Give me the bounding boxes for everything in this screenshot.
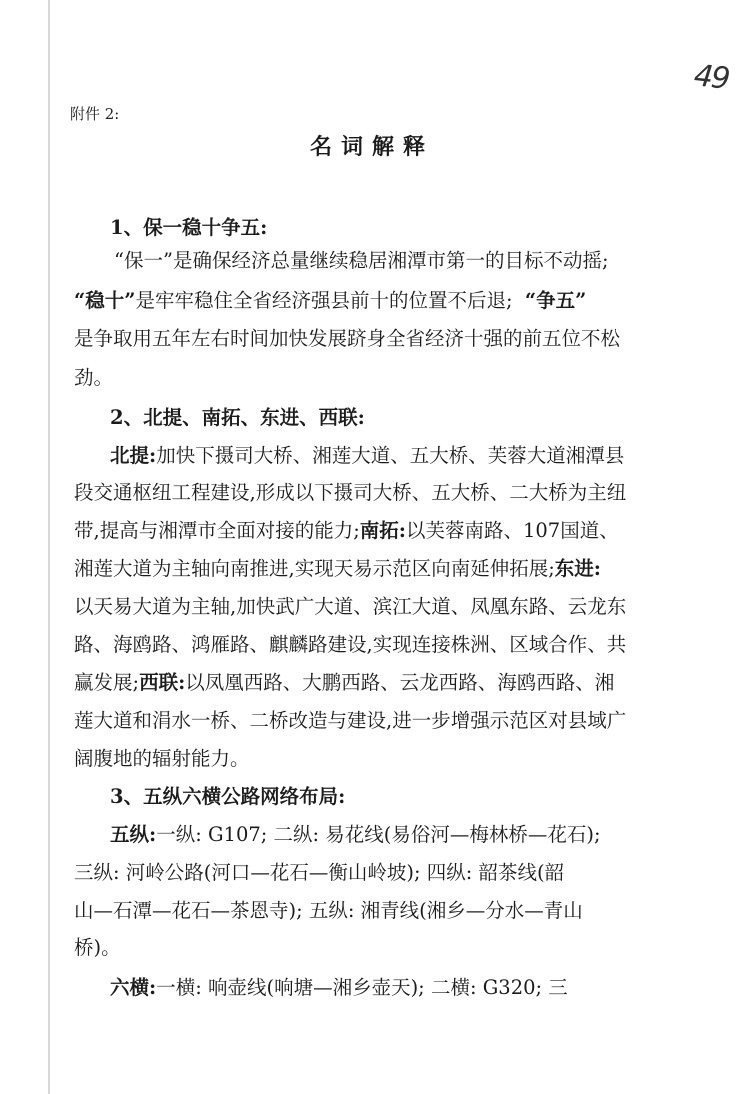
term-zheng-wu: “争五”: [524, 289, 587, 312]
paragraph-line: [74, 515, 619, 543]
handwritten-page-number: 49: [692, 58, 730, 97]
paragraph-text: 以芙蓉南路、107国道、: [405, 519, 619, 542]
term-nan-tuo: 南拓:: [359, 519, 406, 542]
paragraph-text: 一纵: G107; 二纵: 易花线(易俗河—梅林桥—花石);: [156, 823, 601, 846]
paragraph-text: 湘莲大道为主轴向南推进,实现天易示范区向南延伸拓展;: [74, 557, 555, 580]
section-1-heading: 1、保一稳十争五:: [110, 216, 268, 239]
term-dong-jin: 东进:: [554, 557, 601, 580]
paragraph-text: 赢发展;: [74, 671, 140, 694]
paragraph-text: 加快下摄司大桥、湘莲大道、五大桥、芙蓉大道湘潭县: [156, 444, 625, 467]
paragraph-line: 劲。: [74, 366, 114, 389]
paragraph-line: [74, 285, 586, 313]
paragraph-line: 是争取用五年左右时间加快发展跻身全省经济十强的前五位不松: [74, 327, 621, 350]
attachment-label: 附件 2:: [70, 105, 120, 123]
paragraph-text: 以凤凰西路、大鹏西路、云龙西路、海鸥西路、湘: [185, 671, 615, 694]
paragraph-line: 阔腹地的辐射能力。: [74, 747, 250, 770]
paragraph-line: 三纵: 河岭公路(河口—花石—衡山岭坡); 四纵: 韶茶线(韶: [74, 861, 565, 884]
paragraph-line: 路、海鸥路、鸿雁路、麒麟路建设,实现连接株洲、区域合作、共: [74, 633, 627, 656]
paragraph-line: [74, 553, 601, 581]
paragraph-text: 是牢牢稳住全省经济强县前十的位置不后退;: [135, 289, 513, 312]
paragraph-line: 莲大道和涓水一桥、二桥改造与建设,进一步增强示范区对县域广: [74, 709, 627, 732]
paragraph-line: [110, 972, 568, 1000]
paragraph-text: 一横: 响壶线(响塘—湘乡壶天); 二横: G320; 三: [156, 976, 568, 999]
paragraph-line: “保一”是确保经济总量继续稳居湘潭市第一的目标不动摇;: [114, 249, 609, 272]
section-2-heading: 2、北提、南拓、东进、西联:: [110, 406, 365, 429]
paragraph-text: 带,提高与湘潭市全面对接的能力;: [74, 519, 360, 542]
paragraph-line: 以天易大道为主轴,加快武广大道、滨江大道、凤凰东路、云龙东: [74, 595, 627, 618]
document-title: 名词解释: [309, 134, 434, 160]
paragraph-line: 段交通枢纽工程建设,形成以下摄司大桥、五大桥、二大桥为主纽: [74, 481, 627, 504]
paragraph-line: 桥)。: [74, 936, 121, 959]
document-page: [52, 0, 744, 1094]
paragraph-line: [74, 667, 614, 695]
paragraph-line: 山—石潭—花石—茶恩寺); 五纵: 湘青线(湘乡—分水—青山: [74, 899, 583, 922]
section-3-heading: 3、五纵六横公路网络布局:: [110, 785, 346, 808]
term-xi-lian: 西联:: [139, 671, 186, 694]
term-wen-shi: “稳十”: [74, 289, 136, 312]
page-edge-shadow: [48, 0, 50, 1094]
term-wu-zong: 五纵:: [110, 823, 157, 846]
paragraph-line: [110, 819, 601, 847]
term-bei-ti: 北提:: [110, 444, 157, 467]
paragraph-line: [110, 440, 624, 468]
term-liu-heng: 六横:: [110, 976, 157, 999]
